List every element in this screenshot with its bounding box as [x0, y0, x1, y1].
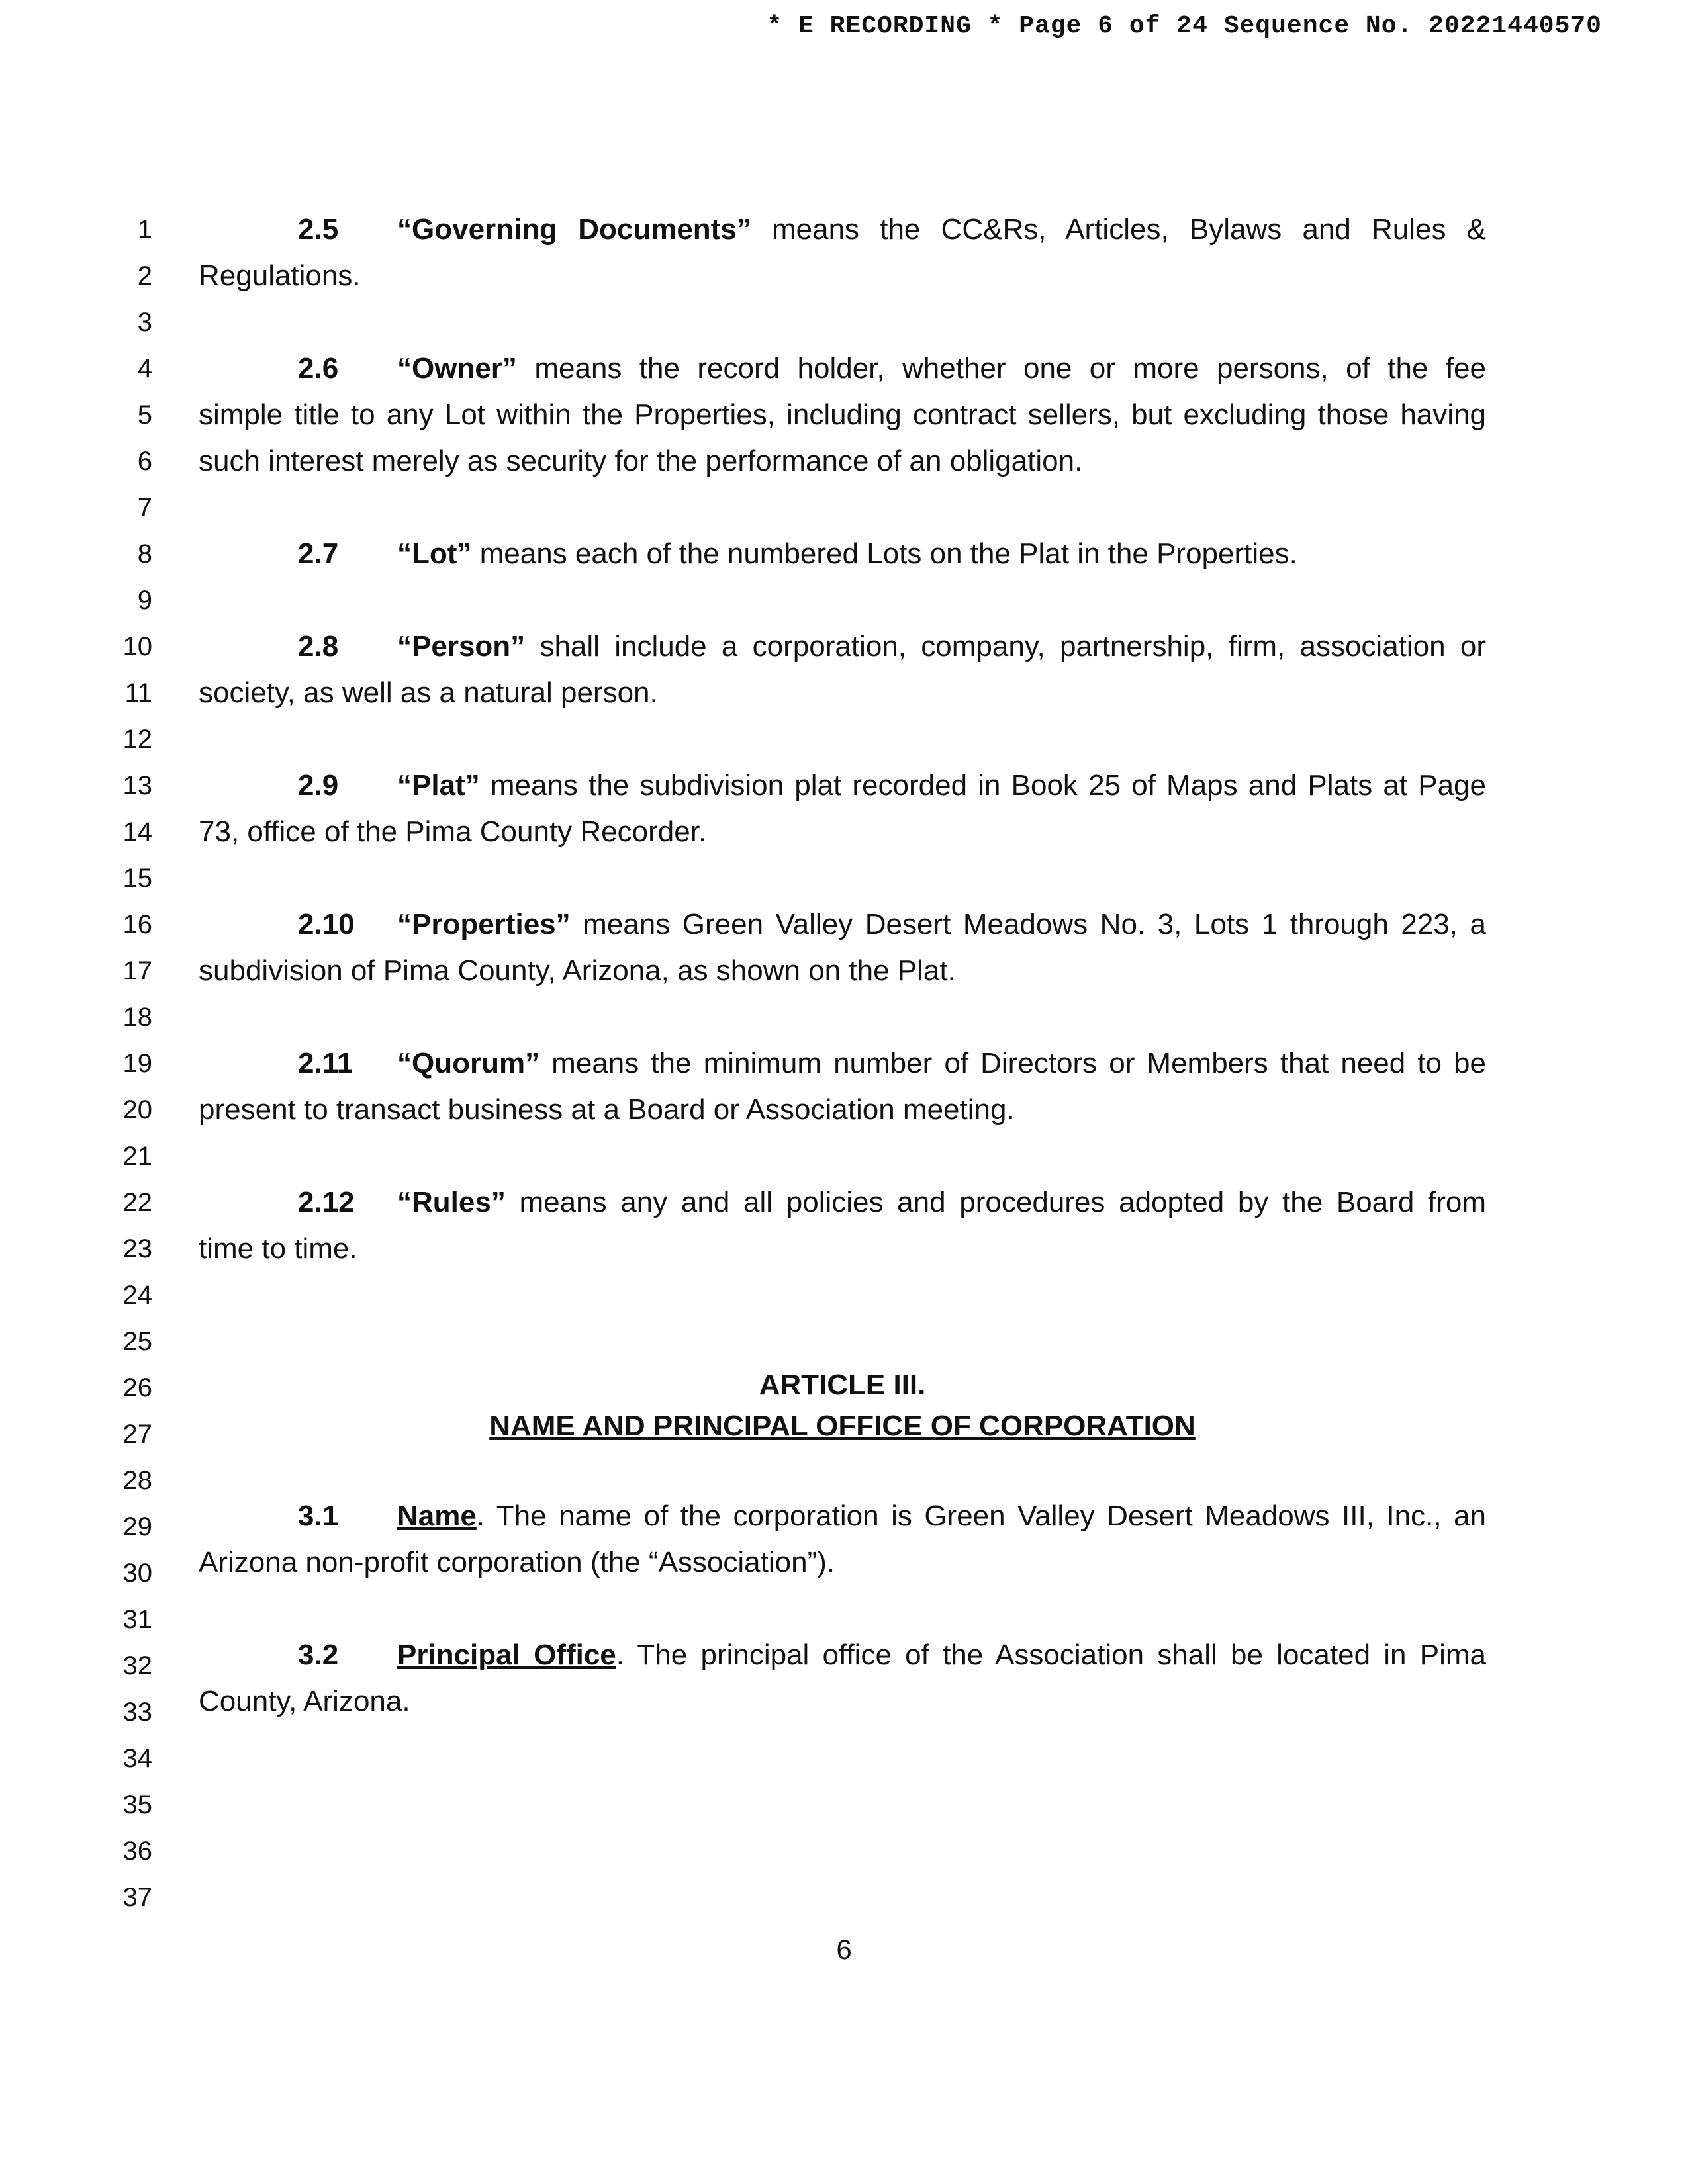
line-number: 15 — [122, 864, 152, 893]
line-number: 18 — [122, 1003, 152, 1032]
line-number: 29 — [122, 1512, 152, 1541]
line-number: 37 — [122, 1883, 152, 1912]
defined-term: “Rules” — [397, 1186, 506, 1218]
line-number: 17 — [122, 956, 152, 985]
section-number: 2.5 — [298, 213, 339, 246]
line-number: 30 — [122, 1559, 152, 1588]
blank-line — [199, 484, 1486, 531]
document-body — [199, 206, 1486, 1725]
line-number: 6 — [137, 447, 152, 476]
blank-line — [199, 716, 1486, 762]
section-3-1-line — [199, 1493, 1486, 1539]
blank-line — [199, 577, 1486, 623]
blank-line — [199, 299, 1486, 345]
section-text: means the minimum number of Directors or Members that need to be — [539, 1047, 1486, 1079]
section-text: means the CC&Rs, Articles, Bylaws and Rules & — [751, 213, 1486, 246]
section-text: shall include a corporation, company, partnership, firm, association or — [525, 630, 1486, 662]
section-number: 3.2 — [298, 1639, 339, 1671]
section-text: . The name of the corporation is Green Valley Desert Meadows III, Inc., an — [476, 1500, 1486, 1532]
blank-line — [199, 1318, 1486, 1365]
defined-term: “Properties” — [397, 908, 571, 940]
section-3-2-line: County, Arizona. — [199, 1685, 410, 1717]
section-2-10-line: subdivision of Pima County, Arizona, as shown on the Plat. — [199, 954, 956, 987]
line-number: 27 — [122, 1420, 152, 1449]
line-number: 13 — [122, 771, 152, 800]
recording-header: * E RECORDING * Page 6 of 24 Sequence No. 20221440570 — [767, 12, 1602, 40]
defined-term: “Plat” — [397, 769, 480, 801]
blank-line — [199, 994, 1486, 1040]
section-2-6-line — [199, 345, 1486, 392]
defined-term: “Governing Documents” — [397, 213, 751, 246]
section-2-5-line: Regulations. — [199, 259, 361, 292]
line-number: 33 — [122, 1698, 152, 1727]
section-2-9-line: 73, office of the Pima County Recorder. — [199, 815, 707, 848]
line-number: 12 — [122, 725, 152, 754]
section-3-2-line — [199, 1632, 1486, 1678]
line-number: 11 — [124, 678, 152, 707]
section-number: 2.7 — [298, 537, 339, 570]
section-2-6-line: simple title to any Lot within the Properties, including contract sellers, but excluding those having — [199, 398, 1486, 431]
section-text: means the record holder, whether one or more persons, of the fee — [516, 352, 1486, 385]
section-number: 2.8 — [298, 630, 339, 662]
defined-term: “Lot” — [397, 537, 472, 570]
line-number: 21 — [122, 1142, 152, 1171]
line-number: 3 — [137, 308, 152, 337]
blank-line — [199, 1447, 1486, 1493]
section-2-8-line — [199, 623, 1486, 670]
section-2-11-line: present to transact business at a Board or Association meeting. — [199, 1093, 1015, 1126]
section-number: 2.6 — [298, 352, 339, 385]
line-number: 8 — [137, 539, 152, 569]
section-text: means Green Valley Desert Meadows No. 3, Lots 1 through 223, a — [570, 908, 1486, 940]
line-number-column — [99, 206, 152, 1921]
line-number: 19 — [122, 1049, 152, 1078]
blank-line — [199, 855, 1486, 901]
line-number: 9 — [137, 586, 152, 615]
article-title: NAME AND PRINCIPAL OFFICE OF CORPORATION — [489, 1410, 1196, 1442]
line-number: 34 — [122, 1744, 152, 1773]
section-heading: Principal Office — [397, 1639, 616, 1671]
line-number: 7 — [137, 493, 152, 522]
defined-term: “Person” — [397, 630, 526, 662]
article-heading: ARTICLE III. — [759, 1369, 926, 1401]
section-2-8-line: society, as well as a natural person. — [199, 676, 658, 709]
line-number: 14 — [122, 817, 152, 846]
section-2-10-line — [199, 901, 1486, 948]
line-number: 10 — [122, 632, 152, 661]
line-number: 5 — [137, 400, 152, 430]
line-number: 20 — [122, 1095, 152, 1124]
section-text: means the subdivision plat recorded in Book 25 of Maps and Plats at Page — [479, 769, 1486, 801]
section-text: means each of the numbered Lots on the Plat in the Properties. — [471, 537, 1297, 570]
section-3-1-line: Arizona non-profit corporation (the “Association”). — [199, 1546, 835, 1578]
line-number: 24 — [122, 1281, 152, 1310]
section-text: . The principal office of the Association shall be located in Pima — [616, 1639, 1486, 1671]
line-number: 23 — [122, 1234, 152, 1263]
section-number: 2.9 — [298, 769, 339, 801]
section-number: 2.12 — [298, 1186, 355, 1218]
defined-term: “Quorum” — [397, 1047, 540, 1079]
blank-line — [199, 1586, 1486, 1632]
line-number: 36 — [122, 1837, 152, 1866]
section-2-5-line — [199, 206, 1486, 253]
section-number: 2.11 — [298, 1047, 353, 1079]
line-number: 28 — [122, 1466, 152, 1495]
line-number: 2 — [137, 261, 152, 291]
section-text: means any and all policies and procedures adopted by the Board from — [505, 1186, 1486, 1218]
section-2-11-line — [199, 1040, 1486, 1087]
section-heading: Name — [397, 1500, 477, 1532]
blank-line — [199, 1133, 1486, 1179]
line-number: 32 — [122, 1651, 152, 1680]
section-2-7-line — [199, 531, 1486, 577]
line-number: 4 — [137, 354, 152, 383]
page-number: 6 — [836, 1934, 852, 1965]
line-number: 16 — [122, 910, 152, 939]
section-number: 2.10 — [298, 908, 355, 940]
section-2-6-line: such interest merely as security for the performance of an obligation. — [199, 445, 1083, 477]
defined-term: “Owner” — [397, 352, 517, 385]
line-number: 22 — [122, 1188, 152, 1217]
line-number: 35 — [122, 1790, 152, 1819]
line-number: 26 — [122, 1373, 152, 1402]
section-number: 3.1 — [298, 1500, 339, 1532]
line-number: 25 — [122, 1327, 152, 1356]
section-2-12-line: time to time. — [199, 1232, 357, 1265]
section-2-9-line — [199, 762, 1486, 809]
section-2-12-line — [199, 1179, 1486, 1226]
line-number: 1 — [137, 215, 152, 244]
line-number: 31 — [122, 1605, 152, 1634]
blank-line — [199, 1272, 1486, 1318]
